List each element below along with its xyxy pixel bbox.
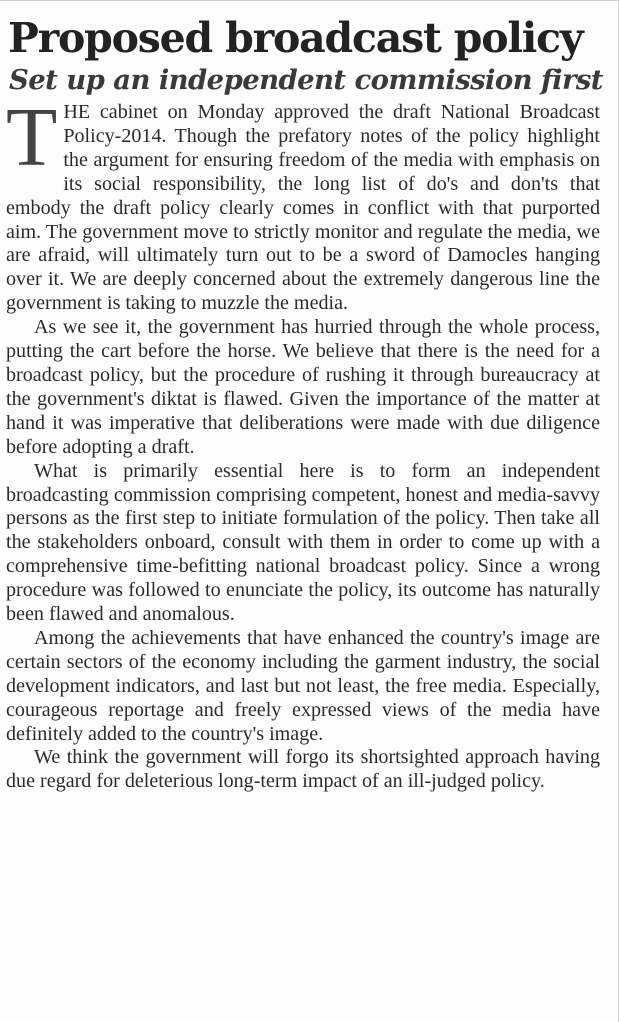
paragraph-3: What is primarily essential here is to form an independent broadcasting commission comprising competent, honest and media-savvy persons as the first step to initiate formulation of the policy. Then take all the stakeholders onboard, consult with them in order to come up with a comprehensive time-befitting national broadcast policy. Since a wrong procedure was followed to enunciate the policy, its outcome has naturally been flawed and anomalous. bbox=[6, 459, 600, 626]
headline: Proposed broadcast policy bbox=[8, 14, 583, 62]
paragraph-1 bbox=[6, 91, 600, 316]
paragraph-2: As we see it, the government has hurried through the whole process, putting the cart before the horse. We believe that there is the need for a broadcast policy, but the procedure of rushing it through bureaucracy at the government's diktat is flawed. Given the importance of the matter at hand it was imperative that deliberations were made with due diligence before adopting a draft. bbox=[6, 316, 600, 458]
article-body bbox=[6, 91, 600, 794]
drop-cap: T bbox=[6, 91, 58, 184]
paragraph-4: Among the achievements that have enhanced the country's image are certain sectors of the economy including the garment industry, the social development indicators, and last but not least, the free media. Especially, courageous reportage and freely expressed views of the media have definitely added to the country's image. bbox=[6, 626, 600, 745]
subheadline: Set up an independent commission first bbox=[9, 64, 603, 96]
paragraph-5: We think the government will forgo its shortsighted approach having due regard for deleterious long-term impact of an ill-judged policy. bbox=[6, 746, 600, 793]
paragraph-1-text: HE cabinet on Monday approved the draft National Broadcast Policy-2014. Though the prefatory notes of the policy highlight the argument for ensuring freedom of the media with emphasis on its social responsibility, the long list of do's and don'ts that embody the draft policy clearly comes in conflict with that purported aim. The government move to strictly monitor and regulate the media, we are afraid, will ultimately turn out to be a sword of Damocles hanging over it. We are deeply concerned about the extremely dangerous line the government is taking to muzzle the media. bbox=[6, 101, 600, 315]
